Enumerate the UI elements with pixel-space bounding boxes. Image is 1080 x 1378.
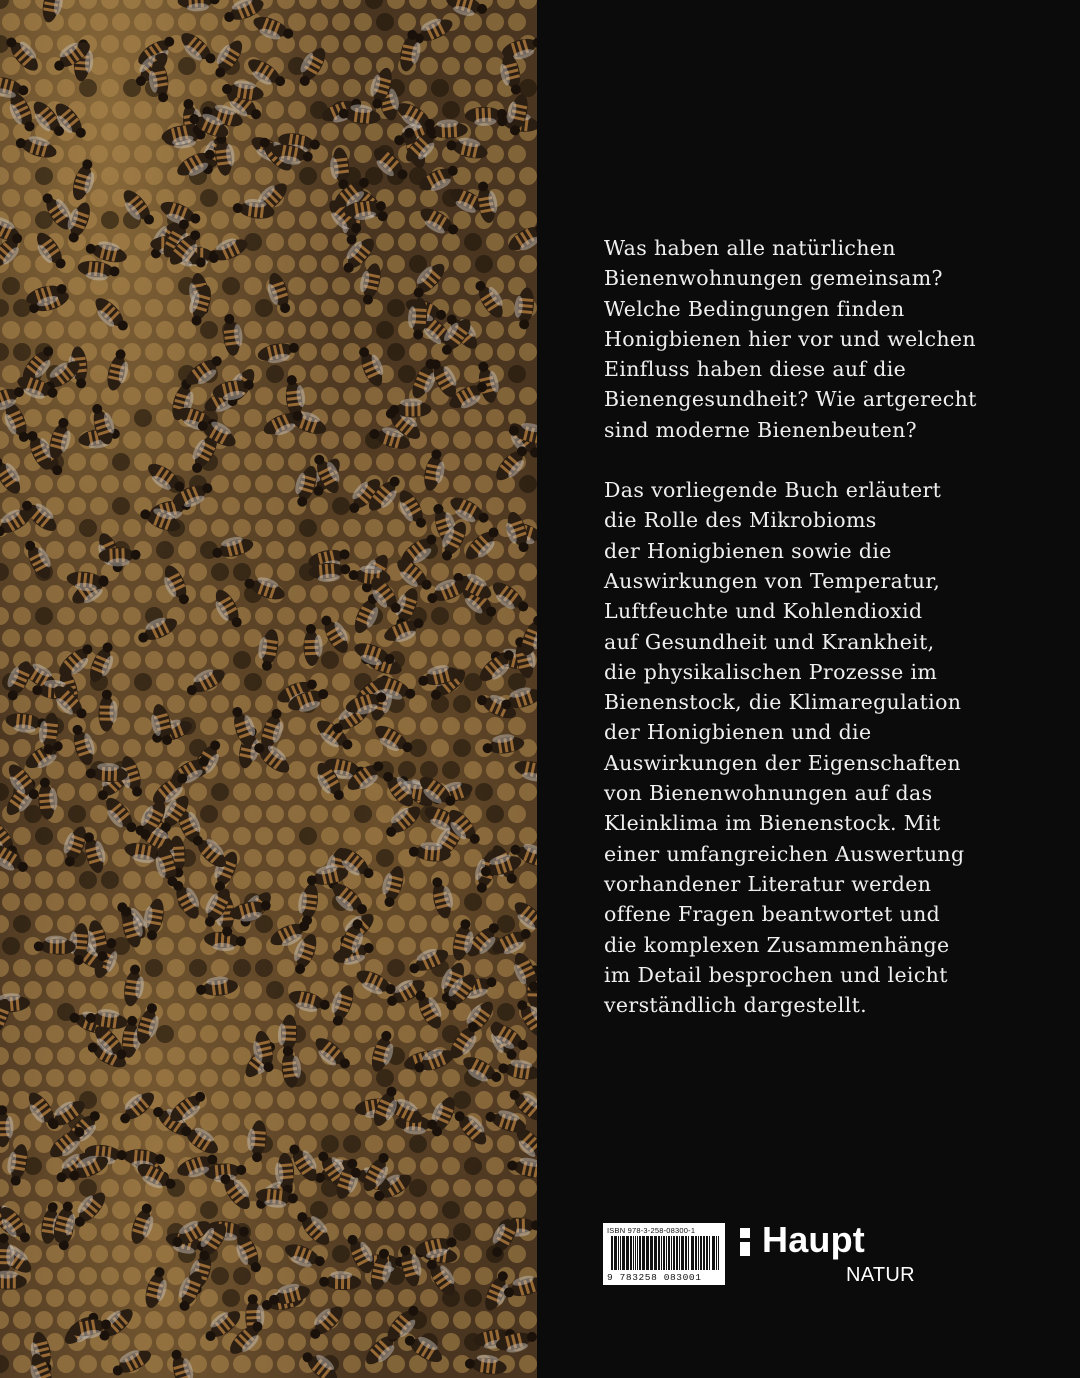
publisher-mark-icon (738, 1228, 754, 1256)
publisher-name: Haupt (762, 1219, 865, 1260)
barcode-bars-icon (607, 1236, 721, 1276)
barcode-digits: 9 783258 083001 (607, 1272, 702, 1283)
blurb (604, 233, 1044, 1020)
isbn-label: ISBN 978-3-258-08300-1 (607, 1226, 696, 1235)
publisher-series: NATUR (846, 1264, 915, 1286)
blurb-paragraph-2: Das vorliegende Buch erläutert die Rolle des Mikrobioms der Honigbienen sowie die Auswirkungen von Temperatur, Luftfeuchte und Kohlendioxid auf Gesundheit und Krankheit, die physikalischen Prozesse im Bienenstock, die Klimaregulation der Honigbienen und die Auswirkungen der Eigenschaften von Bienenwohnungen auf das Kleinklima im Bienenstock. Mit einer umfangreichen Auswertung vorhandener Literatur werden offene Fragen beantwortet und die komplexen Zusammenhänge im Detail besprochen und leicht verständlich dargestellt. (604, 478, 965, 1018)
publisher-logo (738, 1219, 918, 1292)
isbn-barcode (603, 1223, 725, 1285)
bee-swarm-image (0, 0, 537, 1378)
blurb-paragraph-1: Was haben alle natürlichen Bienenwohnungen gemeinsam? Welche Bedingungen finden Honigbienen hier vor und welchen Einfluss haben diese auf die Bienengesundheit? Wie artgerecht sind moderne Bienenbeuten? (604, 236, 977, 442)
honeybee-comb-photo (0, 0, 537, 1378)
